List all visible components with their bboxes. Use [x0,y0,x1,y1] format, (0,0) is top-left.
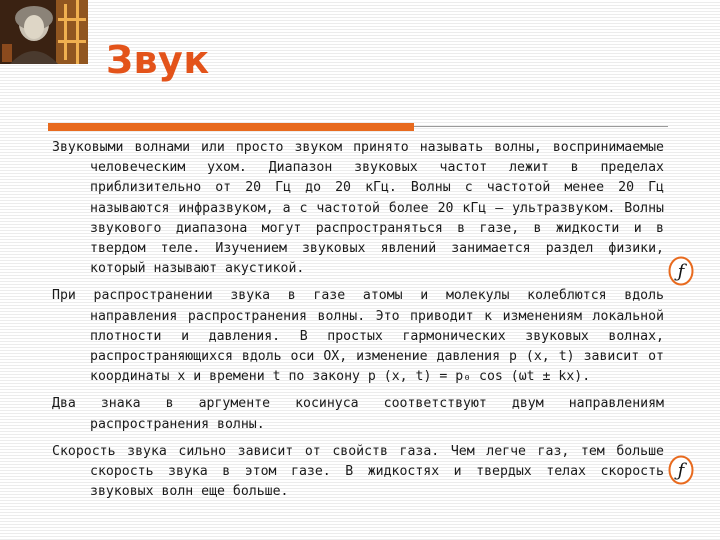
portrait-logo [0,0,88,64]
divider-line [414,126,668,127]
title-divider [48,123,668,131]
svg-text:ƒ: ƒ [677,460,685,481]
paragraph-gas-propagation: При распространении звука в газе атомы и молекулы колеблются вдоль направления распространения волны. Это приводит к изменениям локальной плотности и давления. В простых гармонических звуковых волнах, распространяющихся вдоль оси OX, изменение давления p (x, t) зависит от координаты x и времени t по закону p (x, t) = p₀ cos (ωt ± kx). [52,288,664,385]
text-body [52,138,664,502]
function-f-icon[interactable] [668,256,694,286]
paragraph-sound-definition: Звуковыми волнами или просто звуком принято называть волны, воспринимаемые человеческим ухом. Диапазон звуковых частот лежит в пределах приблизительно от 20 Гц до 20 кГц. Волны с частотой менее 20 Гц называются инфразвуком, а с частотой более 20 кГц – ультразвуком. Волны звукового диапазона могут распространяться в газе, в жидкости и в твердом теле. Изучением звуковых явлений занимается раздел физики, который называют акустикой. [52,140,664,277]
divider-accent [48,123,414,131]
paragraph-cosine-signs: Два знака в аргументе косинуса соответствуют двум направлениям распространения волны. [52,396,664,432]
page-title: Звук [106,38,210,82]
paragraph-sound-speed: Скорость звука сильно зависит от свойств газа. Чем легче газ, тем больше скорость звука в этом газе. В жидкостях и твердых телах скорость звуковых волн еще больше. [52,443,664,500]
svg-text:ƒ: ƒ [677,261,685,282]
function-f-icon[interactable] [668,455,694,485]
